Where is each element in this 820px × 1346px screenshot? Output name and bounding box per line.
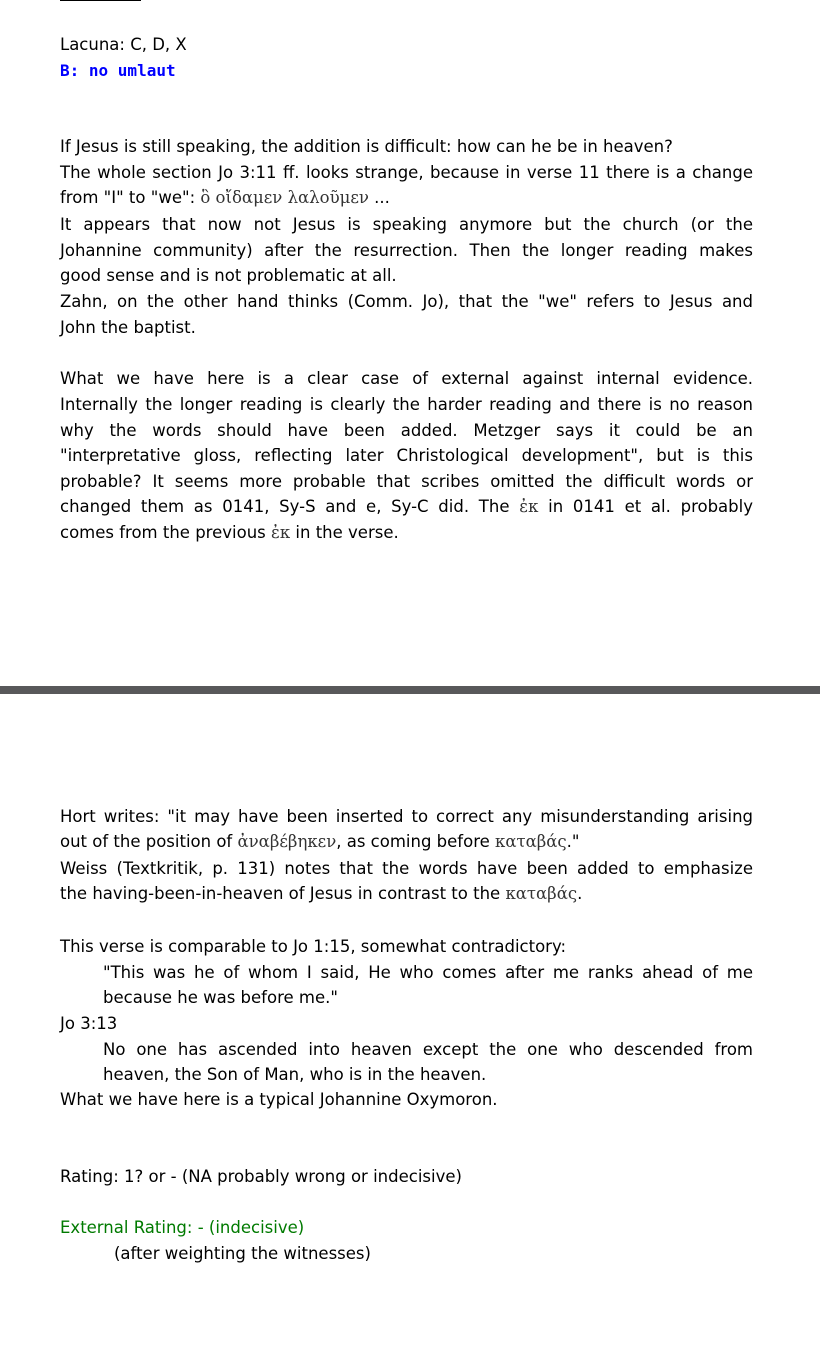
text-run: ... [368,188,390,207]
paragraph-line: It appears that now not Jesus is speaking anymore but the church (or the [60,215,753,234]
paragraph-line: Zahn, on the other hand thinks (Comm. Jo), that the "we" refers to Jesus and [60,292,753,311]
greek-text: ἐκ [271,523,291,542]
text-run: . [577,884,583,903]
greek-text: ἐκ [519,497,539,516]
text-run: comes from the previous [60,523,271,542]
paragraph-line [60,881,753,907]
paragraph-line: John the baptist. [60,318,196,337]
paragraph-line: probable? It seems more probable that scribes omitted the difficult words or [60,472,753,491]
external-rating-line: External Rating: - (indecisive) [60,1218,305,1237]
quote-line: "This was he of whom I said, He who comes after me ranks ahead of me [103,963,753,982]
paragraph-line: good sense and is not problematic at all. [60,266,397,285]
b-umlaut-note: B: no umlaut [60,61,176,80]
paragraph-line: Internally the longer reading is clearly the harder reading and there is no reason [60,395,753,414]
rating-line: Rating: 1? or - (NA probably wrong or indecisive) [60,1167,462,1186]
text-run: the having-been-in-heaven of Jesus in contrast to the [60,884,506,903]
greek-text: ἀναβέβηκεν [237,832,337,851]
paragraph-line [60,494,753,520]
paragraph-line [60,520,753,546]
conclusion-line: What we have here is a typical Johannine Oxymoron. [60,1090,498,1109]
greek-text: καταβάς [505,884,578,903]
paragraph-line: If Jesus is still speaking, the addition is difficult: how can he be in heaven? [60,137,673,156]
text-run: out of the position of [60,832,238,851]
paragraph-line: Hort writes: "it may have been inserted to correct any misunderstanding arising [60,807,753,826]
top-rule [60,0,141,1]
text-run: in the verse. [290,523,399,542]
quote-line: heaven, the Son of Man, who is in the heaven. [103,1065,487,1084]
lacuna-line: Lacuna: C, D, X [60,35,187,54]
paragraph-line [60,829,753,855]
text-run: ." [566,832,580,851]
paragraph-line: why the words should have been added. Metzger says it could be an [60,421,753,440]
external-rating-note: (after weighting the witnesses) [114,1244,371,1263]
paragraph-line: "interpretative gloss, reflecting later Christological development", but is this [60,446,753,465]
text-run: from "I" to "we": [60,188,201,207]
verse-reference: Jo 3:13 [60,1014,118,1033]
text-run: , as coming before [336,832,496,851]
paragraph-line: What we have here is a clear case of external against internal evidence. [60,369,753,388]
text-run: changed them as 0141, Sy-S and e, Sy-C did. The [60,497,520,516]
page-divider [0,686,820,694]
quote-line: because he was before me." [103,988,338,1007]
greek-text: καταβάς [495,832,567,851]
quote-line: No one has ascended into heaven except the one who descended from [103,1040,753,1059]
paragraph-line: This verse is comparable to Jo 1:15, somewhat contradictory: [60,937,567,956]
paragraph-line: Weiss (Textkritik, p. 131) notes that the words have been added to emphasize [60,859,753,878]
text-run: in 0141 et al. probably [538,497,753,516]
greek-text: ὃ οἴδαμεν λαλοῦμεν [200,188,369,207]
paragraph-line: The whole section Jo 3:11 ff. looks strange, because in verse 11 there is a change [60,163,753,182]
paragraph-line: Johannine community) after the resurrection. Then the longer reading makes [60,241,753,260]
paragraph-line [60,185,753,211]
